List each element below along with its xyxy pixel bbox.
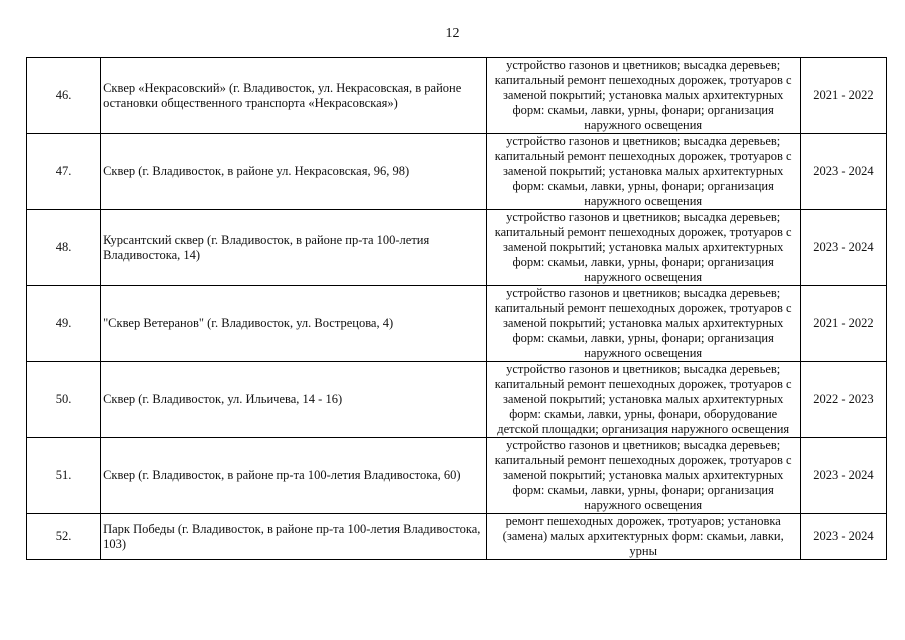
years-period: 2022 - 2023 (800, 362, 886, 438)
row-number: 48. (27, 210, 101, 286)
improvement-table (26, 57, 887, 560)
works-description (486, 286, 800, 362)
page-number: 12 (445, 26, 460, 41)
row-number: 51. (27, 438, 101, 514)
works-description (486, 58, 800, 134)
works-text: устройство газонов и цветников; высадка деревьев; капитальный ремонт пешеходных дорожек, тротуаров с заменой покрытий; установка малых архитектурных форм: скамьи, лавки, урны, фонари; организация наружного освещения (494, 58, 792, 132)
works-text: устройство газонов и цветников; высадка деревьев; капитальный ремонт пешеходных дорожек, тротуаров с заменой покрытий; установка малых архитектурных форм: скамьи, лавки, урны, фонари; организация наружного освещения (494, 134, 792, 208)
works-description (486, 210, 800, 286)
years-period: 2021 - 2022 (800, 58, 886, 134)
row-number: 52. (27, 514, 101, 560)
years-period: 2023 - 2024 (800, 134, 886, 210)
row-number: 46. (27, 58, 101, 134)
table-row (27, 58, 887, 134)
row-number: 47. (27, 134, 101, 210)
table-row (27, 514, 887, 560)
works-description (486, 514, 800, 560)
years-period: 2023 - 2024 (800, 514, 886, 560)
works-text: устройство газонов и цветников; высадка деревьев; капитальный ремонт пешеходных дорожек, тротуаров с заменой покрытий; установка малых архитектурных форм: скамьи, лавки, урны, фонари; организация наружного освещения (494, 286, 792, 360)
works-text: ремонт пешеходных дорожек, тротуаров; установка (замена) малых архитектурных форм: скамьи, лавки, урны (502, 514, 784, 558)
object-name: Сквер (г. Владивосток, в районе ул. Некрасовская, 96, 98) (101, 134, 486, 210)
works-description (486, 438, 800, 514)
object-name: Парк Победы (г. Владивосток, в районе пр-та 100-летия Владивостока, 103) (101, 514, 486, 560)
row-number: 50. (27, 362, 101, 438)
object-name: Сквер (г. Владивосток, в районе пр-та 100-летия Владивостока, 60) (101, 438, 486, 514)
object-name: Сквер «Некрасовский» (г. Владивосток, ул. Некрасовская, в районе остановки общественного транспорта «Некрасовская») (101, 58, 486, 134)
row-number: 49. (27, 286, 101, 362)
works-description (486, 134, 800, 210)
works-text: устройство газонов и цветников; высадка деревьев; капитальный ремонт пешеходных дорожек, тротуаров с заменой покрытий; установка малых архитектурных форм: скамьи, лавки, урны, фонари, оборудование детской площадки; организация наружного освещения (494, 362, 792, 436)
works-text: устройство газонов и цветников; высадка деревьев; капитальный ремонт пешеходных дорожек, тротуаров с заменой покрытий; установка малых архитектурных форм: скамьи, лавки, урны, фонари; организация наружного освещения (494, 438, 792, 512)
table-row (27, 438, 887, 514)
object-name: Курсантский сквер (г. Владивосток, в районе пр-та 100-летия Владивостока, 14) (101, 210, 486, 286)
table-row (27, 362, 887, 438)
works-text: устройство газонов и цветников; высадка деревьев; капитальный ремонт пешеходных дорожек, тротуаров с заменой покрытий; установка малых архитектурных форм: скамьи, лавки, урны, фонари; организация наружного освещения (494, 210, 792, 284)
table-row (27, 286, 887, 362)
object-name: Сквер (г. Владивосток, ул. Ильичева, 14 - 16) (101, 362, 486, 438)
table-row (27, 210, 887, 286)
years-period: 2021 - 2022 (800, 286, 886, 362)
works-description (486, 362, 800, 438)
years-period: 2023 - 2024 (800, 438, 886, 514)
years-period: 2023 - 2024 (800, 210, 886, 286)
table-row (27, 134, 887, 210)
object-name: "Сквер Ветеранов" (г. Владивосток, ул. Вострецова, 4) (101, 286, 486, 362)
